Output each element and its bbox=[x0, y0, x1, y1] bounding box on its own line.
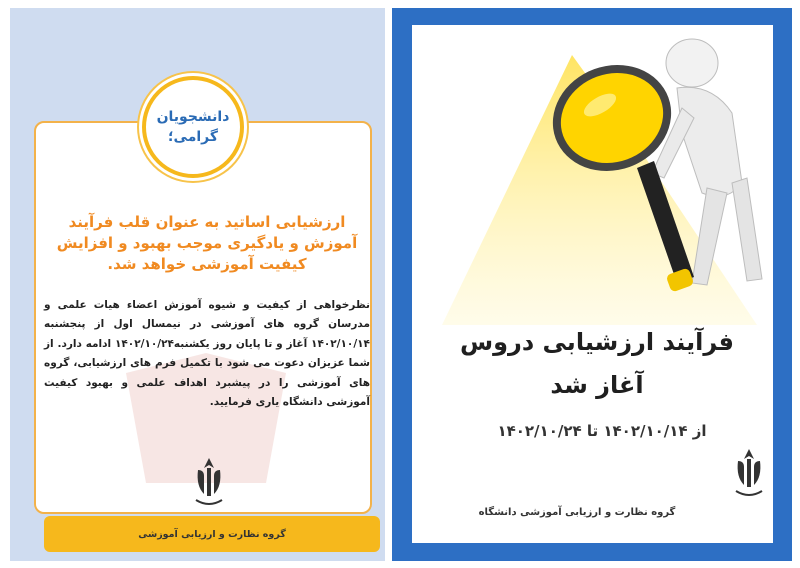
date-range: از ۱۴۰۲/۱۰/۱۴ تا ۱۴۰۲/۱۰/۲۴ bbox=[497, 422, 707, 440]
poster-title: فرآیند ارزشیابی دروس bbox=[460, 328, 734, 356]
greeting-line2: گرامی؛ bbox=[167, 129, 219, 145]
poster-subtitle: آغاز شد bbox=[550, 371, 644, 399]
left-footer-text: گروه نظارت و ارزیابی آموزشی bbox=[138, 528, 286, 540]
greeting-line1: دانشجویان bbox=[156, 109, 230, 125]
announcement-body: نظرخواهی از کیفیت و شیوه آموزش اعضاء هیات علمی و مدرسان گروه های آموزشی در نیمسال اول از پنجشنبه ۱۴۰۲/۱۰/۱۴ آغاز و تا پایان روز یکشنبه۱۴۰۲/۱۰/۲۴ ادامه دارد. از شما عزیزان دعوت می شود با تکمیل فرم های ارزشیابی، گروه های آموزشی را در پیشبرد اهداف علمی و بهبود کیفیت آموزشی دانشگاه یاری فرمایید. bbox=[44, 299, 370, 409]
left-footer-bar bbox=[44, 516, 380, 552]
right-poster bbox=[392, 8, 792, 561]
3d-person-magnifier-icon bbox=[542, 33, 772, 303]
left-poster bbox=[10, 8, 385, 561]
right-poster-inner bbox=[412, 25, 773, 543]
greeting-badge bbox=[142, 76, 244, 178]
university-logo-icon bbox=[190, 456, 228, 511]
intro-text: ارزشیابی اساتید به عنوان قلب فرآیند آموزش و یادگیری موجب بهبود و افزایش کیفیت آموزشی خواهد شد. bbox=[56, 213, 358, 273]
university-logo-icon bbox=[730, 447, 768, 502]
right-footer-text: گروه نظارت و ارزیابی آموزشی دانشگاه bbox=[478, 507, 676, 518]
